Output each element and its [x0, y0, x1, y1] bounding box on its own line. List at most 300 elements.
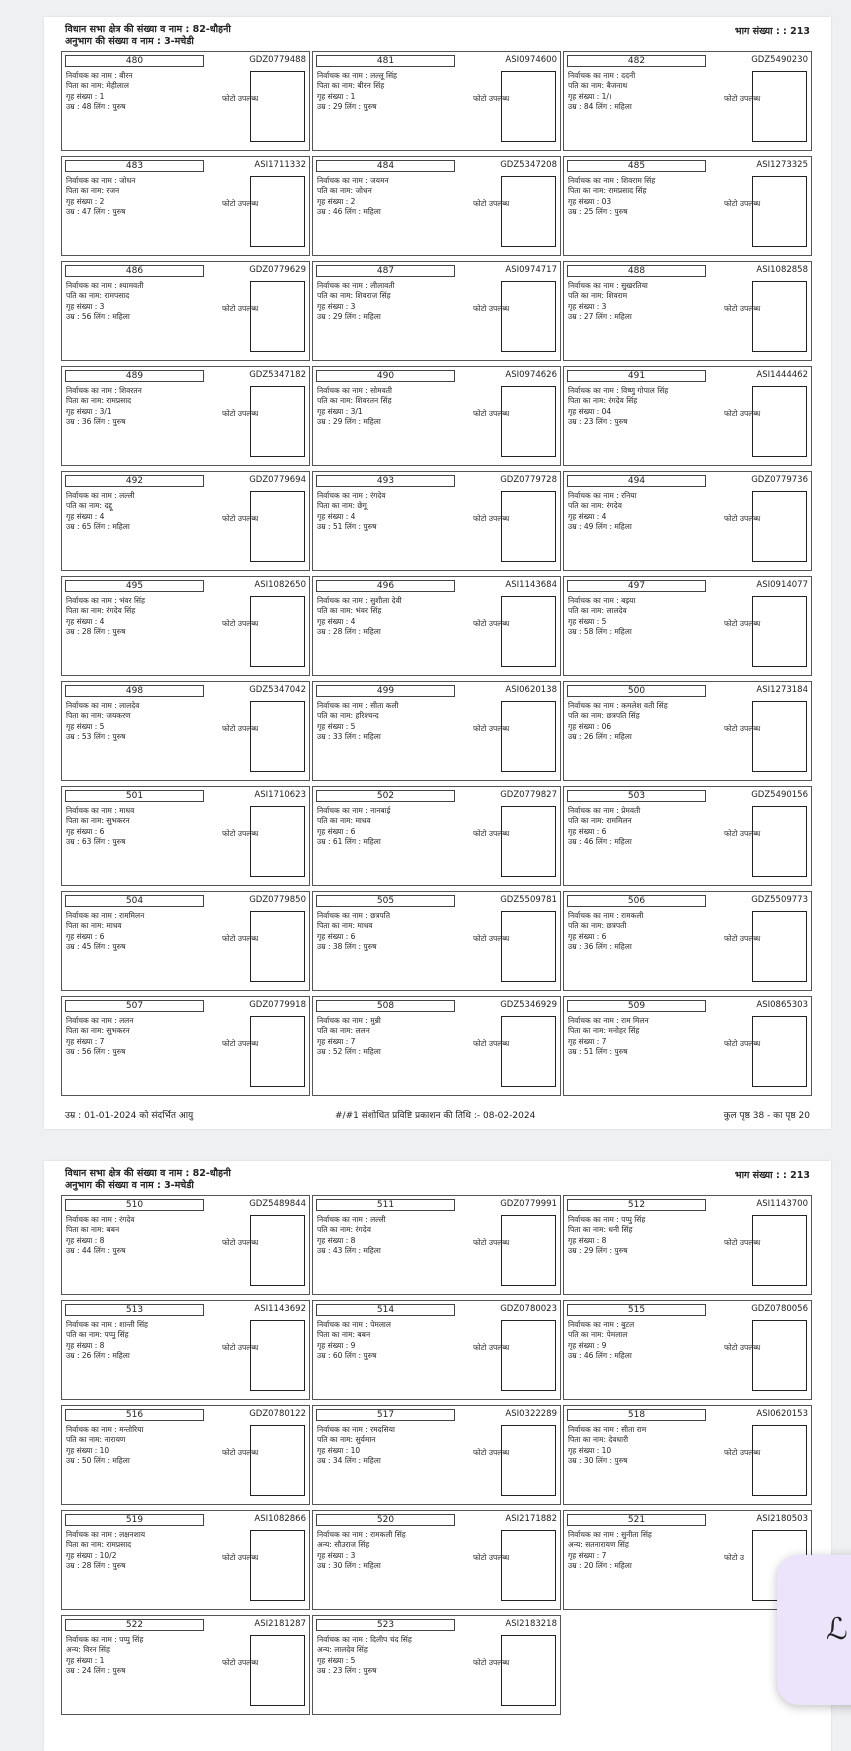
serial-number: 480	[65, 55, 204, 67]
constituency-title: विधान सभा क्षेत्र की संख्या व नाम : 82-धौहनी	[65, 24, 231, 35]
serial-number: 490	[316, 370, 455, 382]
epic-id: ASI0322289	[505, 1409, 557, 1419]
voter-card	[61, 996, 310, 1096]
voter-age-gender: उम्र : 47 लिंग : पुरुष	[66, 207, 126, 217]
serial-number: 516	[65, 1409, 204, 1421]
voter-details	[568, 1530, 652, 1572]
voter-name: निर्वाचक का नाम : सुशीला देवी	[317, 596, 402, 605]
epic-id: ASI1082650	[254, 580, 306, 590]
voter-details	[317, 1215, 386, 1257]
voter-details	[66, 911, 144, 953]
photo-available-label: फोटो उपलब्ध	[222, 619, 259, 628]
epic-id: GDZ0780023	[500, 1304, 557, 1314]
voter-age-gender: उम्र : 28 लिंग : पुरुष	[66, 1561, 126, 1571]
voter-details	[317, 596, 402, 638]
voter-name: निर्वाचक का नाम : लल्ली	[317, 1215, 386, 1224]
voter-card	[563, 576, 812, 676]
photo-available-label: फोटो उपलब्ध	[222, 1039, 259, 1048]
photo-box	[501, 491, 556, 562]
voter-name: निर्वाचक का नाम : रामकली सिंह	[317, 1530, 406, 1539]
voter-card	[61, 576, 310, 676]
photo-box	[250, 806, 305, 877]
voter-details	[317, 911, 390, 953]
voter-house: गृह संख्या : 7	[317, 1036, 356, 1046]
voter-name: निर्वाचक का नाम : जयमन	[317, 176, 389, 185]
photo-box	[501, 1635, 556, 1706]
voter-age-gender: उम्र : 29 लिंग : महिला	[317, 417, 381, 427]
voter-name: निर्वाचक का नाम : सीता कली	[317, 701, 399, 710]
serial-number: 485	[567, 160, 706, 172]
photo-available-label: फोटो उपलब्ध	[473, 724, 510, 733]
serial-number: 482	[567, 55, 706, 67]
voter-name: निर्वाचक का नाम : रंगदेव	[317, 491, 386, 500]
voter-house: गृह संख्या : 2	[317, 196, 356, 206]
voter-name: निर्वाचक का नाम : मुन्नी	[317, 1016, 381, 1025]
voter-card	[61, 786, 310, 886]
voter-relation: पति का नाम: राममिलन	[568, 816, 632, 826]
voter-details	[317, 71, 397, 113]
photo-box	[752, 806, 807, 877]
photo-available-label: फोटो उपलब्ध	[473, 1658, 510, 1667]
voter-age-gender: उम्र : 48 लिंग : पुरुष	[66, 102, 126, 112]
photo-box	[250, 596, 305, 667]
voter-name: निर्वाचक का नाम : सोमवती	[317, 386, 392, 395]
voter-age-gender: उम्र : 56 लिंग : महिला	[66, 312, 130, 322]
photo-box	[752, 1215, 807, 1286]
voter-relation: पति का नाम: पप्पु सिंह	[66, 1330, 129, 1340]
publication-date-note: #/#1 संशोधित प्रविष्टि प्रकाशन की तिथि :- 08-02-2024	[335, 1111, 536, 1121]
voter-name: निर्वाचक का नाम : सुनीता सिंह	[568, 1530, 652, 1539]
voter-house: गृह संख्या : 5	[568, 616, 607, 626]
voter-details	[317, 1425, 395, 1467]
voter-age-gender: उम्र : 23 लिंग : पुरुष	[568, 417, 628, 427]
voter-relation: पिता का नाम: माधव	[66, 921, 122, 931]
photo-box	[250, 71, 305, 142]
voter-relation: पिता का नाम: धनी सिंह	[568, 1225, 633, 1235]
photo-box	[501, 1530, 556, 1601]
voter-relation: पति का नाम: रामपसाद	[66, 291, 130, 301]
photo-box	[501, 176, 556, 247]
epic-id: ASI1143692	[254, 1304, 306, 1314]
epic-id: ASI0620138	[505, 685, 557, 695]
serial-number: 519	[65, 1514, 204, 1526]
voter-name: निर्वाचक का नाम : लल्ली	[66, 491, 135, 500]
voter-age-gender: उम्र : 46 लिंग : महिला	[317, 207, 381, 217]
epic-id: GDZ5490156	[751, 790, 808, 800]
serial-number: 495	[65, 580, 204, 592]
voter-house: गृह संख्या : 7	[66, 1036, 105, 1046]
serial-number: 501	[65, 790, 204, 802]
photo-available-label: फोटो उपलब्ध	[724, 409, 761, 418]
voter-house: गृह संख्या : 8	[317, 1235, 356, 1245]
voter-details	[317, 1530, 406, 1572]
voter-age-gender: उम्र : 51 लिंग : पुरुष	[317, 522, 377, 532]
voter-details	[317, 701, 399, 743]
photo-box	[250, 1215, 305, 1286]
voter-name: निर्वाचक का नाम : भंवर सिंह	[66, 596, 145, 605]
voter-relation: पति का नाम: शिवराज सिंह	[317, 291, 391, 301]
serial-number: 481	[316, 55, 455, 67]
voter-name: निर्वाचक का नाम : सुखरतिया	[568, 281, 648, 290]
serial-number: 488	[567, 265, 706, 277]
voter-card	[61, 261, 310, 361]
voter-age-gender: उम्र : 51 लिंग : पुरुष	[568, 1047, 628, 1057]
page-header	[65, 24, 810, 48]
voter-details	[568, 911, 643, 953]
voter-relation: पिता का नाम: रंगदेव सिंह	[66, 606, 136, 616]
serial-number: 496	[316, 580, 455, 592]
voter-age-gender: उम्र : 23 लिंग : पुरुष	[317, 1666, 377, 1676]
photo-box	[501, 596, 556, 667]
photo-box	[752, 911, 807, 982]
photo-available-label: फोटो उपलब्ध	[473, 1343, 510, 1352]
epic-id: GDZ0780056	[751, 1304, 808, 1314]
voter-house: गृह संख्या : 10/2	[66, 1550, 117, 1560]
voter-card	[61, 1510, 310, 1610]
voter-house: गृह संख्या : 10	[317, 1445, 361, 1455]
epic-id: ASI0865303	[756, 1000, 808, 1010]
voter-name: निर्वाचक का नाम : पेमलाल	[317, 1320, 391, 1329]
photo-available-label: फोटो उपलब्ध	[222, 514, 259, 523]
voter-name: निर्वाचक का नाम : लालदेव	[66, 701, 140, 710]
page-count: कुल पृष्ठ 38 - का पृष्ठ 20	[723, 1111, 810, 1121]
voter-card	[61, 156, 310, 256]
voter-age-gender: उम्र : 60 लिंग : पुरुष	[317, 1351, 377, 1361]
voter-relation: पिता का नाम: रंगदेव सिंह	[568, 396, 638, 406]
serial-number: 503	[567, 790, 706, 802]
voter-age-gender: उम्र : 58 लिंग : महिला	[568, 627, 632, 637]
voter-details	[317, 1320, 391, 1362]
voter-house: गृह संख्या : 1	[66, 1655, 105, 1665]
photo-available-label: फोटो उपलब्ध	[724, 304, 761, 313]
voter-details	[66, 386, 142, 428]
voter-age-gender: उम्र : 26 लिंग : महिला	[568, 732, 632, 742]
voter-relation: पति का नाम: लालदेव	[568, 606, 627, 616]
voter-relation: पति का नाम: दद्दू	[66, 501, 113, 511]
voter-card	[312, 996, 561, 1096]
voter-house: गृह संख्या : 4	[317, 511, 356, 521]
voter-card	[563, 681, 812, 781]
voter-age-gender: उम्र : 45 लिंग : पुरुष	[66, 942, 126, 952]
voter-relation: पिता का नाम: रामप्रसाद	[66, 1540, 132, 1550]
voter-relation: पिता का नाम: बीरन सिंह	[317, 81, 385, 91]
voter-relation: अन्य: सौउराज सिंह	[317, 1540, 370, 1550]
voter-details	[568, 701, 668, 743]
photo-available-label: फोटो उपलब्ध	[473, 1039, 510, 1048]
serial-number: 497	[567, 580, 706, 592]
epic-id: GDZ0779918	[249, 1000, 306, 1010]
voter-house: गृह संख्या : 5	[317, 1655, 356, 1665]
voter-age-gender: उम्र : 46 लिंग : महिला	[568, 1351, 632, 1361]
voter-age-gender: उम्र : 38 लिंग : पुरुष	[317, 942, 377, 952]
photo-box	[250, 1635, 305, 1706]
voter-name: निर्वाचक का नाम : पप्पु सिंह	[66, 1635, 144, 1644]
voter-age-gender: उम्र : 27 लिंग : महिला	[568, 312, 632, 322]
voter-details	[317, 491, 386, 533]
part-number: भाग संख्या : : 213	[734, 1170, 810, 1181]
voter-relation: पिता का नाम: बबन	[66, 1225, 120, 1235]
voter-name: निर्वाचक का नाम : बीरन	[66, 71, 133, 80]
voter-details	[317, 386, 392, 428]
voter-card	[312, 786, 561, 886]
serial-number: 523	[316, 1619, 455, 1631]
photo-available-label: फोटो उपलब्ध	[724, 1238, 761, 1247]
photo-box	[501, 1320, 556, 1391]
voter-name: निर्वाचक का नाम : सीता राम	[568, 1425, 647, 1434]
photo-box	[501, 1016, 556, 1087]
serial-number: 486	[65, 265, 204, 277]
voter-list-page-2	[44, 1161, 831, 1751]
voter-relation: पति का नाम: शिवराम	[568, 291, 628, 301]
photo-box	[752, 281, 807, 352]
photo-box	[752, 596, 807, 667]
photo-available-label: फोटो उपलब्ध	[222, 724, 259, 733]
voter-house: गृह संख्या : 7	[568, 1036, 607, 1046]
epic-id: ASI1711332	[254, 160, 306, 170]
voter-card	[563, 1510, 812, 1610]
voter-house: गृह संख्या : 7	[568, 1550, 607, 1560]
voter-house: गृह संख्या : 06	[568, 721, 612, 731]
page-footer	[65, 1108, 810, 1122]
voter-card	[312, 1615, 561, 1715]
photo-available-label: फोटो उपलब्ध	[724, 514, 761, 523]
voter-house: गृह संख्या : 3	[66, 301, 105, 311]
voter-card	[61, 681, 310, 781]
voter-name: निर्वाचक का नाम : लक्षनशाय	[66, 1530, 146, 1539]
photo-box	[250, 491, 305, 562]
epic-id: ASI1082866	[254, 1514, 306, 1524]
photo-box	[752, 491, 807, 562]
epic-id: ASI1143700	[756, 1199, 808, 1209]
voter-name: निर्वाचक का नाम : छत्रपति	[317, 911, 390, 920]
epic-id: ASI2181287	[254, 1619, 306, 1629]
voter-card	[61, 1615, 310, 1715]
epic-id: GDZ0779728	[500, 475, 557, 485]
voter-details	[568, 596, 635, 638]
photo-available-label: फोटो उ	[724, 1553, 744, 1562]
voter-details	[568, 806, 640, 848]
epic-id: ASI2171882	[505, 1514, 557, 1524]
voter-age-gender: उम्र : 29 लिंग : महिला	[317, 312, 381, 322]
voter-house: गृह संख्या : 1	[317, 91, 356, 101]
photo-available-label: फोटो उपलब्ध	[473, 1238, 510, 1247]
voter-relation: पति का नाम: भंवर सिंह	[317, 606, 382, 616]
voter-card	[563, 891, 812, 991]
voter-card	[312, 576, 561, 676]
photo-available-label: फोटो उपलब्ध	[222, 94, 259, 103]
epic-id: ASI0914077	[756, 580, 808, 590]
epic-id: ASI1143684	[505, 580, 557, 590]
photo-available-label: फोटो उपलब्ध	[724, 829, 761, 838]
serial-number: 489	[65, 370, 204, 382]
serial-number: 514	[316, 1304, 455, 1316]
voter-card	[312, 471, 561, 571]
photo-available-label: फोटो उपलब्ध	[473, 619, 510, 628]
voter-relation: पति का नाम: छत्रपती	[568, 921, 627, 931]
photo-box	[752, 386, 807, 457]
voter-age-gender: उम्र : 36 लिंग : पुरुष	[66, 417, 126, 427]
voter-details	[66, 701, 139, 743]
serial-number: 500	[567, 685, 706, 697]
voter-name: निर्वाचक का नाम : लल्लू सिंह	[317, 71, 398, 80]
voter-card	[61, 51, 310, 151]
voter-relation: पति का नाम: ललन	[317, 1026, 370, 1036]
voter-house: गृह संख्या : 3/1	[317, 406, 363, 416]
photo-available-label: फोटो उपलब्ध	[724, 619, 761, 628]
photo-available-label: फोटो उपलब्ध	[222, 1343, 259, 1352]
voter-house: गृह संख्या : 04	[568, 406, 612, 416]
voter-age-gender: उम्र : 53 लिंग : पुरुष	[66, 732, 126, 742]
epic-id: GDZ5347208	[500, 160, 557, 170]
serial-number: 483	[65, 160, 204, 172]
photo-box	[752, 701, 807, 772]
photo-available-label: फोटो उपलब्ध	[222, 1448, 259, 1457]
scribble-logo-icon[interactable]: ℒ	[826, 1612, 848, 1647]
voter-details	[568, 1215, 645, 1257]
photo-box	[501, 71, 556, 142]
voter-age-gender: उम्र : 25 लिंग : पुरुष	[568, 207, 628, 217]
voter-relation: पिता का नाम: रामप्रसाद	[66, 396, 132, 406]
serial-number: 498	[65, 685, 204, 697]
voter-age-gender: उम्र : 30 लिंग : महिला	[317, 1561, 381, 1571]
voter-name: निर्वाचक का नाम : श्यामवती	[66, 281, 144, 290]
voter-relation: पिता का नाम: सुभकरन	[66, 1026, 130, 1036]
epic-id: ASI2183218	[505, 1619, 557, 1629]
epic-id: GDZ0779694	[249, 475, 306, 485]
photo-available-label: फोटो उपलब्ध	[222, 1553, 259, 1562]
serial-number: 491	[567, 370, 706, 382]
voter-relation: पति का नाम: माधव	[317, 816, 371, 826]
epic-id: GDZ0779991	[500, 1199, 557, 1209]
epic-id: GDZ0780122	[249, 1409, 306, 1419]
voter-details	[66, 806, 134, 848]
voter-details	[568, 71, 635, 113]
photo-box	[501, 911, 556, 982]
voter-name: निर्वाचक का नाम : बइया	[568, 596, 636, 605]
serial-number: 517	[316, 1409, 455, 1421]
voter-card	[312, 891, 561, 991]
serial-number: 509	[567, 1000, 706, 1012]
voter-details	[66, 1215, 135, 1257]
epic-id: GDZ0779629	[249, 265, 306, 275]
photo-available-label: फोटो उपलब्ध	[222, 934, 259, 943]
voter-card	[563, 786, 812, 886]
voter-age-gender: उम्र : 34 लिंग : महिला	[317, 1456, 381, 1466]
voter-name: निर्वाचक का नाम : ललन	[66, 1016, 134, 1025]
serial-number: 499	[316, 685, 455, 697]
voter-name: निर्वाचक का नाम : लीलावती	[317, 281, 395, 290]
epic-id: ASI0974717	[505, 265, 557, 275]
voter-age-gender: उम्र : 56 लिंग : पुरुष	[66, 1047, 126, 1057]
epic-id: GDZ5347042	[249, 685, 306, 695]
voter-card	[563, 366, 812, 466]
voter-card	[61, 471, 310, 571]
voter-name: निर्वाचक का नाम : प्रेमवती	[568, 806, 641, 815]
page-header	[65, 1168, 810, 1192]
voter-relation: पति का नाम: नारायण	[66, 1435, 126, 1445]
serial-number: 522	[65, 1619, 204, 1631]
photo-available-label: फोटो उपलब्ध	[724, 1343, 761, 1352]
voter-relation: पति का नाम: बैजनाथ	[568, 81, 628, 91]
serial-number: 502	[316, 790, 455, 802]
photo-available-label: फोटो उपलब्ध	[222, 304, 259, 313]
voter-details	[66, 1320, 148, 1362]
voter-relation: पति का नाम: शिवरतन सिंह	[317, 396, 392, 406]
voter-name: निर्वाचक का नाम : शान्ती सिंह	[66, 1320, 149, 1329]
epic-id: GDZ5509773	[751, 895, 808, 905]
serial-number: 518	[567, 1409, 706, 1421]
photo-available-label: फोटो उपलब्ध	[473, 829, 510, 838]
voter-relation: पिता का नाम: सुभकरन	[66, 816, 130, 826]
age-reference-note: उम्र : 01-01-2024 को संदर्भित आयु	[65, 1111, 194, 1121]
voter-card	[61, 1300, 310, 1400]
voter-details	[66, 71, 133, 113]
photo-available-label: फोटो उपलब्ध	[473, 934, 510, 943]
voter-house: गृह संख्या : 4	[317, 616, 356, 626]
epic-id: ASI0620153	[756, 1409, 808, 1419]
voter-details	[66, 1425, 143, 1467]
constituency-title: विधान सभा क्षेत्र की संख्या व नाम : 82-धौहनी	[65, 1168, 231, 1179]
serial-number: 508	[316, 1000, 455, 1012]
voter-name: निर्वाचक का नाम : राम मिलन	[568, 1016, 649, 1025]
photo-box	[250, 176, 305, 247]
voter-house: गृह संख्या : 8	[66, 1340, 105, 1350]
photo-box	[752, 176, 807, 247]
voter-relation: पिता का नाम: मनोहर सिंह	[568, 1026, 640, 1036]
photo-box	[250, 911, 305, 982]
voter-house: गृह संख्या : 5	[317, 721, 356, 731]
epic-id: GDZ5490230	[751, 55, 808, 65]
voter-card	[61, 366, 310, 466]
epic-id: ASI0974600	[505, 55, 557, 65]
voter-house: गृह संख्या : 5	[66, 721, 105, 731]
voter-name: निर्वाचक का नाम : विष्णु गोपाल सिंह	[568, 386, 669, 395]
voter-age-gender: उम्र : 20 लिंग : महिला	[568, 1561, 632, 1571]
voter-card	[61, 1405, 310, 1505]
voter-name: निर्वाचक का नाम : कमलेश वती सिंह	[568, 701, 668, 710]
photo-available-label: फोटो उपलब्ध	[473, 94, 510, 103]
epic-id: GDZ5489844	[249, 1199, 306, 1209]
voter-relation: पति का नाम: पेमलाल	[568, 1330, 628, 1340]
voter-house: गृह संख्या : 6	[66, 826, 105, 836]
photo-box	[250, 1016, 305, 1087]
photo-box	[501, 806, 556, 877]
voter-age-gender: उम्र : 84 लिंग : महिला	[568, 102, 632, 112]
serial-number: 505	[316, 895, 455, 907]
photo-available-label: फोटो उपलब्ध	[473, 199, 510, 208]
voter-name: निर्वाचक का नाम : रमदसिया	[317, 1425, 395, 1434]
photo-box	[501, 281, 556, 352]
voter-house: गृह संख्या : 6	[568, 931, 607, 941]
photo-available-label: फोटो उपलब्ध	[724, 94, 761, 103]
voter-card	[312, 156, 561, 256]
voter-name: निर्वाचक का नाम : रामकली	[568, 911, 644, 920]
voter-list-page-1	[44, 17, 831, 1129]
serial-number: 520	[316, 1514, 455, 1526]
serial-number: 494	[567, 475, 706, 487]
voter-age-gender: उम्र : 30 लिंग : पुरुष	[568, 1456, 628, 1466]
voter-age-gender: उम्र : 29 लिंग : पुरुष	[317, 102, 377, 112]
voter-age-gender: उम्र : 50 लिंग : महिला	[66, 1456, 130, 1466]
epic-id: GDZ0779488	[249, 55, 306, 65]
serial-number: 512	[567, 1199, 706, 1211]
photo-box	[250, 701, 305, 772]
voter-house: गृह संख्या : 3	[317, 1550, 356, 1560]
voter-card	[312, 1300, 561, 1400]
voter-house: गृह संख्या : 2	[66, 196, 105, 206]
voter-house: गृह संख्या : 10	[66, 1445, 110, 1455]
voter-details	[66, 1530, 145, 1572]
